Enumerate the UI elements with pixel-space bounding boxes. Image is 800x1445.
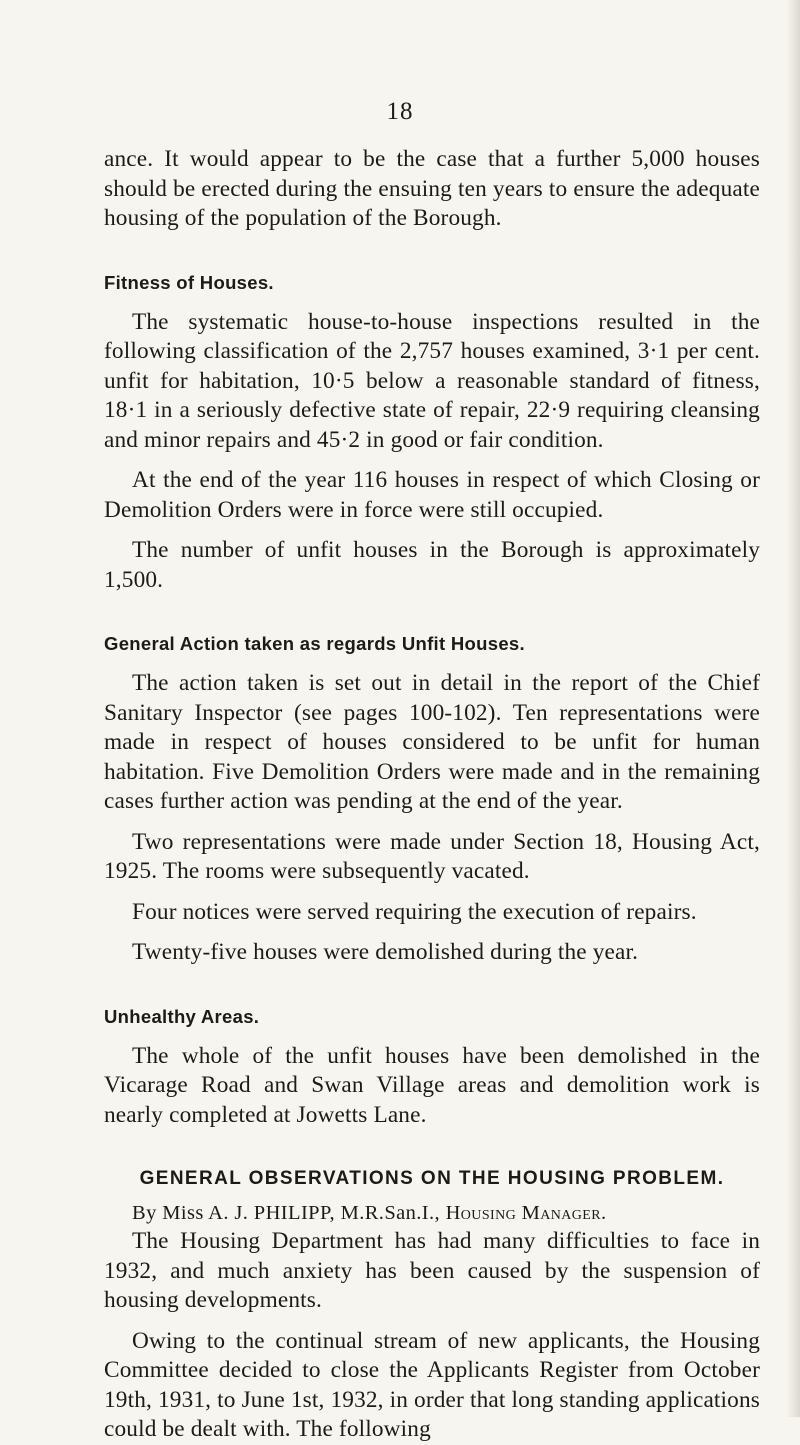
general-action-heading: General Action taken as regards Unfit Houses. [104, 633, 525, 654]
author-byline [104, 1200, 760, 1227]
unhealthy-areas-heading: Unhealthy Areas. [104, 1005, 260, 1027]
author-role: Housing Manager. [445, 1202, 607, 1224]
observations-paragraph-1: The Housing Department has had many difficulties to face in 1932, and much anxiety has been caused by the suspension of housing developments. [104, 1228, 760, 1313]
unhealthy-areas-paragraph: The whole of the unfit houses have been demolished in the Vicarage Road and Swan Village areas and demolition work is nearly completed at Jowetts Lane. [104, 1042, 760, 1128]
general-action-paragraph-2: Two representations were made under Section 18, Housing Act, 1925. The rooms were subsequently vacated. [104, 828, 760, 884]
fitness-paragraph-2: At the end of the year 116 houses in respect of which Closing or Demolition Orders were in force were still occupied. [104, 467, 760, 523]
observations-heading: GENERAL OBSERVATIONS ON THE HOUSING PROBLEM. [139, 1168, 725, 1189]
fitness-paragraph-1: The systematic house-to-house inspections resulted in the following classification of the 2,757 houses examined, 3·1 per cent. unfit for habitation, 10·5 below a reasonable standard of fitness, 18·1 in a seriously defective state of repair, 22·9 requiring cleansing and minor repairs and 45·2 in good or fair condition. [104, 308, 760, 453]
general-action-paragraph-4: Twenty-five houses were demolished during the year. [132, 939, 639, 965]
general-action-paragraph-1: The action taken is set out in detail in the report of the Chief Sanitary Inspector (see pages 100-102). Ten representations were made in respect of houses considered to be unfit for human habitation. Five Demolition Orders were made and in the remaining cases further action was pending at the end of the year. [104, 670, 760, 814]
fitness-heading: Fitness of Houses. [104, 271, 274, 293]
opening-paragraph: ance. It would appear to be the case that a further 5,000 houses should be erected during the ensuing ten years to ensure the adequate housing of the population of the Borough. [104, 146, 760, 231]
general-action-paragraph-3: Four notices were served requiring the execution of repairs. [132, 898, 697, 925]
observations-paragraph-2: Owing to the continual stream of new applicants, the Housing Committee decided to close the Applicants Register from October 19th, 1931, to June 1st, 1932, in order that long standing applications could be dealt with. The following [104, 1327, 760, 1442]
page-content [104, 145, 760, 1445]
page-edge-shadow [786, 0, 800, 1417]
fitness-paragraph-3: The number of unfit houses in the Borough is approximately 1,500. [104, 537, 760, 593]
author-name: By Miss A. J. PHILIPP, M.R.San.I., [132, 1202, 446, 1224]
page-number: 18 [386, 98, 414, 125]
